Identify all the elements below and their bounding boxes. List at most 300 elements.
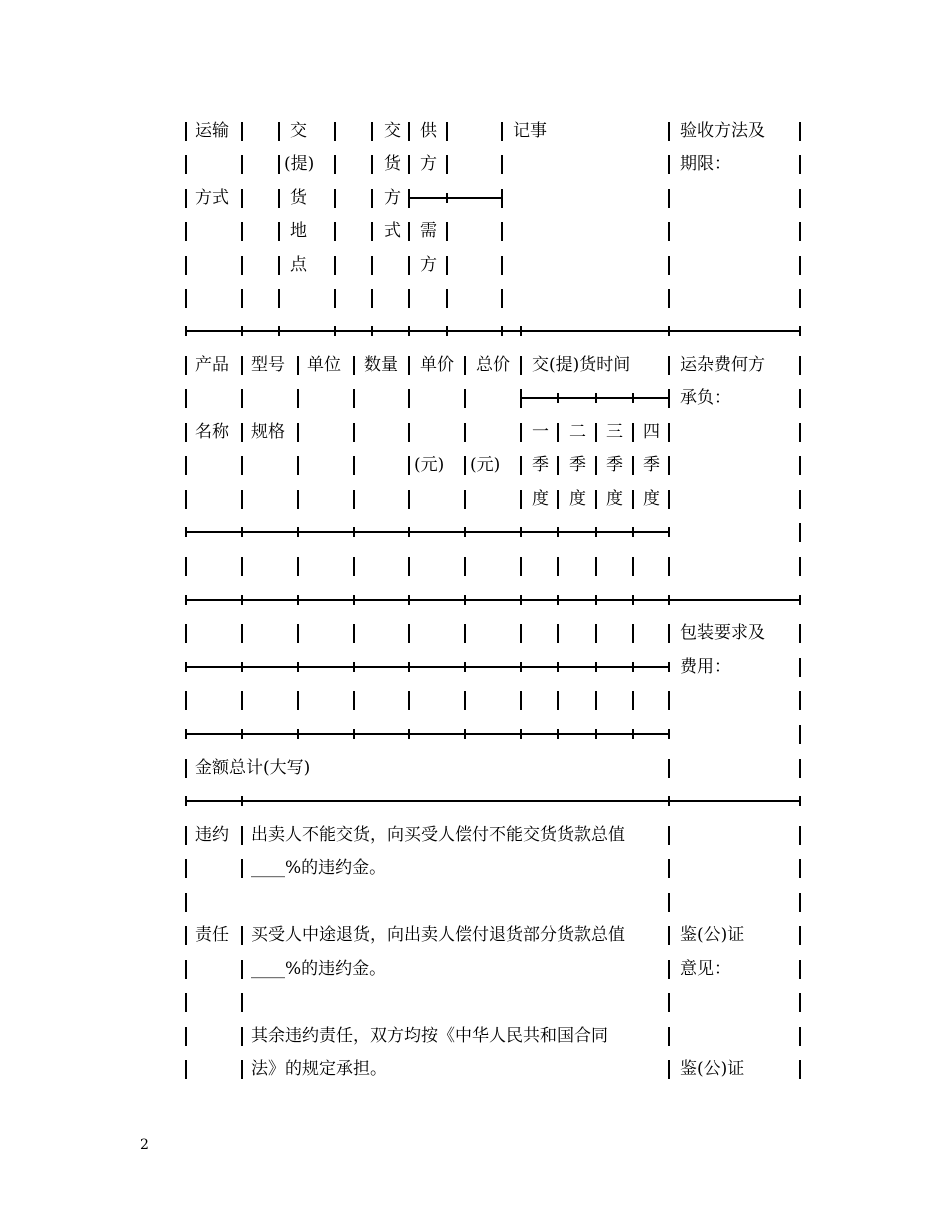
cell-border <box>241 624 243 643</box>
cell-border <box>241 557 243 576</box>
table-cell-text: 出卖人不能交货，向买受人偿付不能交货货款总值 <box>251 825 625 845</box>
divider-tick <box>595 729 597 739</box>
cell-border <box>185 423 187 442</box>
divider-tick <box>668 393 670 403</box>
cell-border <box>799 1027 801 1046</box>
cell-border <box>668 356 670 375</box>
divider-tick <box>595 595 597 605</box>
divider-tick <box>297 595 299 605</box>
cell-border <box>799 960 801 979</box>
divider-tick <box>334 326 336 336</box>
table-cell-text: 方 <box>420 255 437 275</box>
cell-border <box>557 423 559 442</box>
cell-border <box>668 256 670 275</box>
table-cell-text: 度 <box>532 489 549 509</box>
divider-tick <box>353 729 355 739</box>
divider-tick <box>520 527 522 537</box>
cell-border <box>668 691 670 710</box>
divider-tick <box>408 729 410 739</box>
cell-border <box>799 523 801 542</box>
cell-border <box>297 356 299 375</box>
cell-border <box>185 389 187 408</box>
cell-border <box>668 456 670 475</box>
cell-border <box>185 557 187 576</box>
cell-border <box>595 490 597 509</box>
cell-border <box>278 222 280 241</box>
divider-tick <box>520 595 522 605</box>
table-cell-text: 式 <box>384 221 401 241</box>
cell-border <box>668 893 670 912</box>
table-cell-text: 运杂费何方 <box>680 355 765 375</box>
divider-tick <box>595 527 597 537</box>
table-cell-text: 货 <box>384 154 401 174</box>
cell-border <box>464 356 466 375</box>
divider-tick <box>632 595 634 605</box>
cell-border <box>241 289 243 308</box>
divider-tick <box>668 796 670 806</box>
cell-border <box>408 557 410 576</box>
cell-border <box>799 557 801 576</box>
cell-border <box>464 691 466 710</box>
cell-border <box>799 456 801 475</box>
cell-border <box>446 222 448 241</box>
cell-border <box>799 826 801 845</box>
divider-tick <box>241 729 243 739</box>
row-divider <box>186 666 669 668</box>
cell-border <box>353 389 355 408</box>
divider-tick <box>241 326 243 336</box>
divider-tick <box>353 527 355 537</box>
divider-tick <box>297 662 299 672</box>
cell-border <box>668 557 670 576</box>
cell-border <box>799 189 801 208</box>
divider-tick <box>501 193 503 203</box>
cell-border <box>334 289 336 308</box>
cell-border <box>632 691 634 710</box>
cell-border <box>668 759 670 778</box>
cell-border <box>334 122 336 141</box>
divider-tick <box>297 729 299 739</box>
cell-border <box>278 289 280 308</box>
cell-border <box>799 993 801 1012</box>
cell-border <box>520 557 522 576</box>
cell-border <box>668 1027 670 1046</box>
cell-border <box>185 624 187 643</box>
cell-border <box>557 691 559 710</box>
divider-tick <box>668 326 670 336</box>
cell-border <box>464 490 466 509</box>
divider-tick <box>185 326 187 336</box>
divider-tick <box>241 796 243 806</box>
table-cell-text: 名称 <box>195 422 229 442</box>
cell-border <box>185 859 187 878</box>
cell-border <box>557 456 559 475</box>
cell-border <box>799 624 801 643</box>
row-divider <box>186 800 800 802</box>
cell-border <box>799 222 801 241</box>
divider-tick <box>668 595 670 605</box>
table-cell-text: 四 <box>643 422 660 442</box>
divider-tick <box>501 326 503 336</box>
divider-tick <box>297 527 299 537</box>
cell-border <box>799 289 801 308</box>
cell-border <box>185 456 187 475</box>
cell-border <box>408 423 410 442</box>
table-cell-text: 货 <box>290 188 307 208</box>
cell-border <box>668 155 670 174</box>
cell-border <box>241 222 243 241</box>
cell-border <box>241 859 243 878</box>
cell-border <box>353 490 355 509</box>
table-cell-text: 交 <box>290 121 307 141</box>
cell-border <box>334 256 336 275</box>
cell-border <box>185 122 187 141</box>
cell-border <box>464 557 466 576</box>
row-divider <box>409 197 502 199</box>
cell-border <box>799 859 801 878</box>
divider-tick <box>241 662 243 672</box>
divider-tick <box>595 393 597 403</box>
table-cell-text: 度 <box>569 489 586 509</box>
cell-border <box>446 122 448 141</box>
cell-border <box>464 456 466 475</box>
cell-border <box>632 490 634 509</box>
cell-border <box>371 289 373 308</box>
divider-tick <box>595 662 597 672</box>
cell-border <box>353 456 355 475</box>
table-cell-text: 季 <box>569 455 586 475</box>
table-cell-text: 交(提)货时间 <box>532 355 631 375</box>
divider-tick <box>185 729 187 739</box>
divider-tick <box>668 729 670 739</box>
cell-border <box>501 256 503 275</box>
divider-tick <box>446 326 448 336</box>
cell-border <box>520 624 522 643</box>
cell-border <box>799 725 801 744</box>
cell-border <box>185 356 187 375</box>
divider-tick <box>241 595 243 605</box>
table-cell-text: 总价 <box>476 355 510 375</box>
divider-tick <box>557 527 559 537</box>
page-number: 2 <box>140 1137 149 1153</box>
divider-tick <box>464 527 466 537</box>
cell-border <box>185 691 187 710</box>
table-cell-text: 产品 <box>195 355 229 375</box>
cell-border <box>241 926 243 945</box>
cell-border <box>241 960 243 979</box>
cell-border <box>185 826 187 845</box>
divider-tick <box>557 662 559 672</box>
cell-border <box>799 893 801 912</box>
cell-border <box>501 122 503 141</box>
cell-border <box>464 423 466 442</box>
divider-tick <box>520 393 522 403</box>
cell-border <box>297 557 299 576</box>
table-cell-text: 单位 <box>307 355 341 375</box>
cell-border <box>185 926 187 945</box>
cell-border <box>668 859 670 878</box>
table-cell-text: (元) <box>414 455 445 475</box>
divider-tick <box>185 662 187 672</box>
table-cell-text: 数量 <box>364 355 398 375</box>
cell-border <box>408 624 410 643</box>
cell-border <box>185 759 187 778</box>
cell-border <box>799 658 801 677</box>
cell-border <box>632 456 634 475</box>
divider-tick <box>799 595 801 605</box>
divider-tick <box>557 393 559 403</box>
row-divider <box>186 531 669 533</box>
cell-border <box>353 423 355 442</box>
cell-border <box>799 122 801 141</box>
divider-tick <box>632 393 634 403</box>
cell-border <box>278 189 280 208</box>
cell-border <box>632 423 634 442</box>
cell-border <box>595 423 597 442</box>
cell-border <box>408 490 410 509</box>
cell-border <box>668 826 670 845</box>
cell-border <box>241 456 243 475</box>
cell-border <box>185 289 187 308</box>
cell-border <box>799 1060 801 1079</box>
divider-tick <box>799 326 801 336</box>
cell-border <box>595 456 597 475</box>
cell-border <box>668 1060 670 1079</box>
cell-border <box>520 456 522 475</box>
table-cell-text: 验收方法及 <box>680 121 765 141</box>
cell-border <box>464 624 466 643</box>
table-cell-text: 型号 <box>251 355 285 375</box>
table-cell-text: 记事 <box>513 121 547 141</box>
divider-tick <box>464 662 466 672</box>
cell-border <box>241 389 243 408</box>
divider-tick <box>278 326 280 336</box>
cell-border <box>297 423 299 442</box>
cell-border <box>408 389 410 408</box>
divider-tick <box>668 662 670 672</box>
table-cell-text: 方式 <box>195 188 229 208</box>
cell-border <box>799 356 801 375</box>
cell-border <box>353 356 355 375</box>
cell-border <box>632 624 634 643</box>
cell-border <box>799 691 801 710</box>
cell-border <box>334 222 336 241</box>
cell-border <box>446 289 448 308</box>
cell-border <box>501 222 503 241</box>
cell-border <box>185 256 187 275</box>
cell-border <box>668 490 670 509</box>
divider-tick <box>371 326 373 336</box>
table-cell-text: 方 <box>384 188 401 208</box>
row-divider <box>186 733 669 735</box>
divider-tick <box>185 527 187 537</box>
table-cell-text: 需 <box>420 221 437 241</box>
cell-border <box>799 490 801 509</box>
cell-border <box>668 960 670 979</box>
cell-border <box>408 256 410 275</box>
table-cell-text: 运输 <box>195 121 229 141</box>
cell-border <box>371 155 373 174</box>
cell-border <box>632 557 634 576</box>
cell-border <box>334 189 336 208</box>
table-cell-text: 承负： <box>680 388 731 408</box>
cell-border <box>185 1027 187 1046</box>
cell-border <box>278 122 280 141</box>
cell-border <box>241 691 243 710</box>
cell-border <box>278 155 280 174</box>
divider-tick <box>557 729 559 739</box>
divider-tick <box>408 662 410 672</box>
cell-border <box>408 155 410 174</box>
table-cell-text: 法》的规定承担。 <box>251 1059 387 1079</box>
cell-border <box>799 389 801 408</box>
cell-border <box>668 993 670 1012</box>
cell-border <box>278 256 280 275</box>
divider-tick <box>408 527 410 537</box>
cell-border <box>799 256 801 275</box>
cell-border <box>185 960 187 979</box>
table-cell-text: 违约 <box>195 825 229 845</box>
table-cell-text: 责任 <box>195 925 229 945</box>
table-cell-text: 地 <box>290 221 307 241</box>
cell-border <box>408 356 410 375</box>
divider-tick <box>557 595 559 605</box>
cell-border <box>799 926 801 945</box>
divider-tick <box>464 595 466 605</box>
cell-border <box>241 256 243 275</box>
table-cell-text: 意见： <box>680 959 731 979</box>
divider-tick <box>185 796 187 806</box>
cell-border <box>185 1060 187 1079</box>
cell-border <box>297 691 299 710</box>
cell-border <box>408 289 410 308</box>
cell-border <box>241 993 243 1012</box>
cell-border <box>371 222 373 241</box>
cell-border <box>668 122 670 141</box>
cell-border <box>501 289 503 308</box>
cell-border <box>408 456 410 475</box>
cell-border <box>799 423 801 442</box>
cell-border <box>799 759 801 778</box>
cell-border <box>241 1027 243 1046</box>
cell-border <box>371 122 373 141</box>
table-cell-text: 其余违约责任，双方均按《中华人民共和国合同 <box>251 1026 608 1046</box>
cell-border <box>185 993 187 1012</box>
cell-border <box>557 557 559 576</box>
table-cell-text: 包装要求及 <box>680 623 765 643</box>
divider-tick <box>464 729 466 739</box>
cell-border <box>185 222 187 241</box>
cell-border <box>520 490 522 509</box>
cell-border <box>520 356 522 375</box>
cell-border <box>595 691 597 710</box>
cell-border <box>799 155 801 174</box>
divider-tick <box>520 326 522 336</box>
cell-border <box>297 389 299 408</box>
cell-border <box>185 490 187 509</box>
divider-tick <box>668 527 670 537</box>
table-cell-text: (元) <box>470 455 501 475</box>
divider-tick <box>799 796 801 806</box>
cell-border <box>446 155 448 174</box>
cell-border <box>668 222 670 241</box>
cell-border <box>557 624 559 643</box>
table-cell-text: 单价 <box>420 355 454 375</box>
divider-tick <box>520 729 522 739</box>
cell-border <box>371 256 373 275</box>
table-cell-text: 费用： <box>680 657 731 677</box>
cell-border <box>241 826 243 845</box>
table-cell-text: 供 <box>420 121 437 141</box>
divider-tick <box>353 595 355 605</box>
cell-border <box>408 222 410 241</box>
cell-border <box>446 256 448 275</box>
table-cell-text: 鉴(公)证 <box>680 925 745 945</box>
table-cell-text: 买受人中途退货，向出卖人偿付退货部分货款总值 <box>251 925 625 945</box>
divider-tick <box>185 595 187 605</box>
cell-border <box>668 189 670 208</box>
cell-border <box>668 926 670 945</box>
table-cell-text: 三 <box>606 422 623 442</box>
table-cell-text: 规格 <box>251 422 285 442</box>
table-cell-text: 交 <box>384 121 401 141</box>
cell-border <box>371 189 373 208</box>
divider-tick <box>408 326 410 336</box>
cell-border <box>241 356 243 375</box>
cell-border <box>464 389 466 408</box>
cell-border <box>520 691 522 710</box>
divider-tick <box>446 193 448 203</box>
table-cell-text: 期限： <box>680 154 731 174</box>
cell-border <box>297 456 299 475</box>
table-cell-text: 季 <box>606 455 623 475</box>
cell-border <box>668 624 670 643</box>
cell-border <box>241 423 243 442</box>
divider-tick <box>632 662 634 672</box>
table-cell-text: 一 <box>532 422 549 442</box>
divider-tick <box>241 527 243 537</box>
cell-border <box>595 624 597 643</box>
cell-border <box>408 691 410 710</box>
row-divider <box>186 599 800 601</box>
cell-border <box>408 122 410 141</box>
cell-border <box>353 557 355 576</box>
cell-border <box>241 122 243 141</box>
table-cell-text: 度 <box>606 489 623 509</box>
divider-tick <box>408 193 410 203</box>
divider-tick <box>632 527 634 537</box>
cell-border <box>668 289 670 308</box>
table-cell-text: ____%的违约金。 <box>251 858 387 878</box>
table-cell-text: ____%的违约金。 <box>251 959 387 979</box>
cell-border <box>185 155 187 174</box>
table-cell-text: 季 <box>643 455 660 475</box>
cell-border <box>297 490 299 509</box>
cell-border <box>668 423 670 442</box>
divider-tick <box>632 729 634 739</box>
table-cell-text: 鉴(公)证 <box>680 1059 745 1079</box>
cell-border <box>297 624 299 643</box>
table-cell-text: (提) <box>284 154 315 174</box>
divider-tick <box>353 662 355 672</box>
cell-border <box>520 423 522 442</box>
cell-border <box>241 155 243 174</box>
cell-border <box>241 189 243 208</box>
cell-border <box>185 893 187 912</box>
cell-border <box>241 1060 243 1079</box>
cell-border <box>241 490 243 509</box>
table-cell-text: 季 <box>532 455 549 475</box>
